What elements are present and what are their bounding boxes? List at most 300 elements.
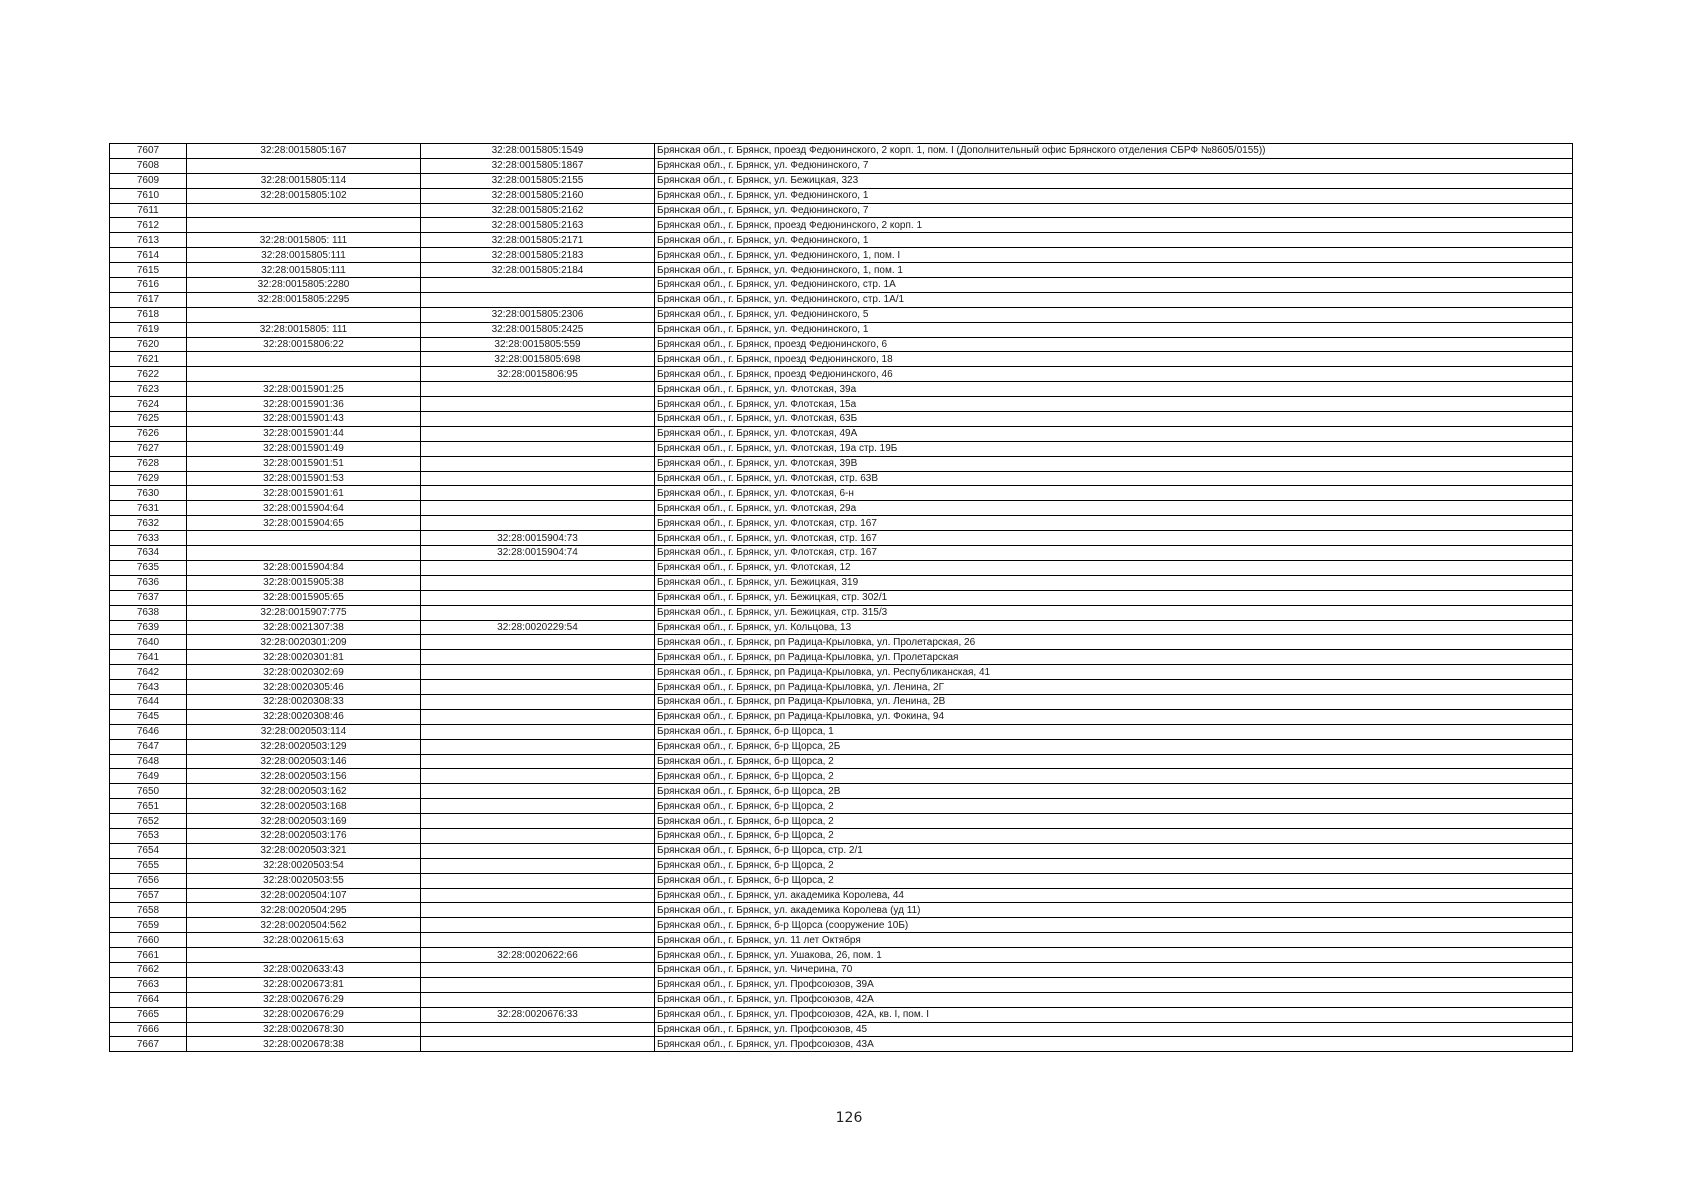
row-number-cell: 7608 xyxy=(110,158,187,173)
building-cadastral-number-cell xyxy=(421,873,655,888)
address-cell: Брянская обл., г. Брянск, ул. Бежицкая, 319 xyxy=(655,575,1573,590)
building-cadastral-number-cell xyxy=(421,605,655,620)
table-row xyxy=(110,918,1573,933)
building-cadastral-number-cell xyxy=(421,665,655,680)
building-cadastral-number-cell: 32:28:0015805:2425 xyxy=(421,322,655,337)
table-row xyxy=(110,531,1573,546)
table-row xyxy=(110,933,1573,948)
address-cell: Брянская обл., г. Брянск, ул. Федюнинского, стр. 1А xyxy=(655,278,1573,293)
row-number-cell: 7609 xyxy=(110,173,187,188)
land-cadastral-number-cell: 32:28:0020301:209 xyxy=(187,635,421,650)
row-number-cell: 7620 xyxy=(110,337,187,352)
address-cell: Брянская обл., г. Брянск, ул. Флотская, стр. 63В xyxy=(655,471,1573,486)
address-cell: Брянская обл., г. Брянск, ул. Федюнинского, 1 xyxy=(655,188,1573,203)
address-cell: Брянская обл., г. Брянск, б-р Щорса, 2 xyxy=(655,814,1573,829)
row-number-cell: 7634 xyxy=(110,546,187,561)
land-cadastral-number-cell: 32:28:0020633:43 xyxy=(187,962,421,977)
address-cell: Брянская обл., г. Брянск, ул. Флотская, стр. 167 xyxy=(655,546,1573,561)
building-cadastral-number-cell xyxy=(421,977,655,992)
table-row xyxy=(110,814,1573,829)
row-number-cell: 7622 xyxy=(110,367,187,382)
table-row xyxy=(110,843,1573,858)
address-cell: Брянская обл., г. Брянск, б-р Щорса, 2Б xyxy=(655,739,1573,754)
building-cadastral-number-cell: 32:28:0015805:2183 xyxy=(421,248,655,263)
land-cadastral-number-cell: 32:28:0020676:29 xyxy=(187,1007,421,1022)
table-row xyxy=(110,292,1573,307)
land-cadastral-number-cell: 32:28:0015901:49 xyxy=(187,441,421,456)
row-number-cell: 7662 xyxy=(110,962,187,977)
table-row xyxy=(110,948,1573,963)
table-row xyxy=(110,620,1573,635)
address-cell: Брянская обл., г. Брянск, ул. Кольцова, 13 xyxy=(655,620,1573,635)
land-cadastral-number-cell xyxy=(187,948,421,963)
row-number-cell: 7625 xyxy=(110,412,187,427)
land-cadastral-number-cell xyxy=(187,307,421,322)
land-cadastral-number-cell: 32:28:0015904:65 xyxy=(187,516,421,531)
land-cadastral-number-cell xyxy=(187,367,421,382)
address-cell: Брянская обл., г. Брянск, б-р Щорса, 2 xyxy=(655,769,1573,784)
building-cadastral-number-cell xyxy=(421,799,655,814)
address-cell: Брянская обл., г. Брянск, б-р Щорса, 2 xyxy=(655,828,1573,843)
address-cell: Брянская обл., г. Брянск, ул. академика Королева, 44 xyxy=(655,888,1573,903)
table-row xyxy=(110,977,1573,992)
building-cadastral-number-cell xyxy=(421,903,655,918)
table-row xyxy=(110,307,1573,322)
building-cadastral-number-cell xyxy=(421,382,655,397)
row-number-cell: 7660 xyxy=(110,933,187,948)
address-cell: Брянская обл., г. Брянск, б-р Щорса, 2 xyxy=(655,799,1573,814)
address-cell: Брянская обл., г. Брянск, проезд Федюнинского, 46 xyxy=(655,367,1573,382)
row-number-cell: 7665 xyxy=(110,1007,187,1022)
building-cadastral-number-cell: 32:28:0020229:54 xyxy=(421,620,655,635)
row-number-cell: 7664 xyxy=(110,992,187,1007)
building-cadastral-number-cell xyxy=(421,680,655,695)
land-cadastral-number-cell: 32:28:0015901:53 xyxy=(187,471,421,486)
address-cell: Брянская обл., г. Брянск, проезд Федюнинского, 18 xyxy=(655,352,1573,367)
row-number-cell: 7612 xyxy=(110,218,187,233)
table-row xyxy=(110,501,1573,516)
address-cell: Брянская обл., г. Брянск, проезд Федюнинского, 6 xyxy=(655,337,1573,352)
building-cadastral-number-cell: 32:28:0020676:33 xyxy=(421,1007,655,1022)
table-row xyxy=(110,799,1573,814)
address-cell: Брянская обл., г. Брянск, ул. Ушакова, 26, пом. 1 xyxy=(655,948,1573,963)
table-row xyxy=(110,962,1573,977)
land-cadastral-number-cell: 32:28:0020678:30 xyxy=(187,1022,421,1037)
address-cell: Брянская обл., г. Брянск, рп Радица-Крыловка, ул. Фокина, 94 xyxy=(655,709,1573,724)
row-number-cell: 7631 xyxy=(110,501,187,516)
building-cadastral-number-cell xyxy=(421,1037,655,1052)
land-cadastral-number-cell: 32:28:0020503:156 xyxy=(187,769,421,784)
land-cadastral-number-cell: 32:28:0015805:111 xyxy=(187,248,421,263)
address-cell: Брянская обл., г. Брянск, ул. Федюнинского, 7 xyxy=(655,203,1573,218)
building-cadastral-number-cell: 32:28:0015805:2171 xyxy=(421,233,655,248)
address-cell: Брянская обл., г. Брянск, рп Радица-Крыловка, ул. Пролетарская xyxy=(655,650,1573,665)
land-cadastral-number-cell: 32:28:0020308:33 xyxy=(187,694,421,709)
address-cell: Брянская обл., г. Брянск, ул. Бежицкая, стр. 302/1 xyxy=(655,590,1573,605)
building-cadastral-number-cell xyxy=(421,278,655,293)
address-cell: Брянская обл., г. Брянск, б-р Щорса, 2 xyxy=(655,858,1573,873)
address-cell: Брянская обл., г. Брянск, ул. Флотская, 29а xyxy=(655,501,1573,516)
address-cell: Брянская обл., г. Брянск, ул. Флотская, стр. 167 xyxy=(655,531,1573,546)
building-cadastral-number-cell xyxy=(421,962,655,977)
row-number-cell: 7613 xyxy=(110,233,187,248)
building-cadastral-number-cell xyxy=(421,724,655,739)
table-row xyxy=(110,784,1573,799)
row-number-cell: 7615 xyxy=(110,263,187,278)
address-cell: Брянская обл., г. Брянск, ул. академика Королева (уд 11) xyxy=(655,903,1573,918)
table-row xyxy=(110,1037,1573,1052)
table-row xyxy=(110,1022,1573,1037)
address-cell: Брянская обл., г. Брянск, ул. Федюнинского, 5 xyxy=(655,307,1573,322)
row-number-cell: 7635 xyxy=(110,560,187,575)
land-cadastral-number-cell: 32:28:0015901:43 xyxy=(187,412,421,427)
address-cell: Брянская обл., г. Брянск, ул. Профсоюзов, 42А, кв. I, пом. I xyxy=(655,1007,1573,1022)
land-cadastral-number-cell: 32:28:0015904:64 xyxy=(187,501,421,516)
land-cadastral-number-cell: 32:28:0020678:38 xyxy=(187,1037,421,1052)
land-cadastral-number-cell: 32:28:0020503:114 xyxy=(187,724,421,739)
building-cadastral-number-cell xyxy=(421,694,655,709)
address-cell: Брянская обл., г. Брянск, ул. Федюнинского, 1, пом. I xyxy=(655,248,1573,263)
land-cadastral-number-cell: 32:28:0015901:44 xyxy=(187,426,421,441)
row-number-cell: 7652 xyxy=(110,814,187,829)
row-number-cell: 7641 xyxy=(110,650,187,665)
address-cell: Брянская обл., г. Брянск, ул. Профсоюзов, 42А xyxy=(655,992,1573,1007)
table-row xyxy=(110,650,1573,665)
address-cell: Брянская обл., г. Брянск, ул. Флотская, 6-н xyxy=(655,486,1573,501)
land-cadastral-number-cell: 32:28:0020504:295 xyxy=(187,903,421,918)
address-cell: Брянская обл., г. Брянск, ул. Флотская, 63Б xyxy=(655,412,1573,427)
land-cadastral-number-cell: 32:28:0015901:36 xyxy=(187,397,421,412)
row-number-cell: 7645 xyxy=(110,709,187,724)
building-cadastral-number-cell: 32:28:0015805:1867 xyxy=(421,158,655,173)
row-number-cell: 7616 xyxy=(110,278,187,293)
table-row xyxy=(110,412,1573,427)
row-number-cell: 7632 xyxy=(110,516,187,531)
row-number-cell: 7639 xyxy=(110,620,187,635)
row-number-cell: 7610 xyxy=(110,188,187,203)
address-cell: Брянская обл., г. Брянск, рп Радица-Крыловка, ул. Республиканская, 41 xyxy=(655,665,1573,680)
address-cell: Брянская обл., г. Брянск, ул. Профсоюзов, 39А xyxy=(655,977,1573,992)
row-number-cell: 7614 xyxy=(110,248,187,263)
table-row xyxy=(110,352,1573,367)
row-number-cell: 7648 xyxy=(110,754,187,769)
land-cadastral-number-cell: 32:28:0020503:55 xyxy=(187,873,421,888)
address-cell: Брянская обл., г. Брянск, б-р Щорса, 2В xyxy=(655,784,1573,799)
land-cadastral-number-cell: 32:28:0020503:176 xyxy=(187,828,421,843)
row-number-cell: 7656 xyxy=(110,873,187,888)
registry-table-body xyxy=(110,144,1573,1052)
land-cadastral-number-cell: 32:28:0020503:162 xyxy=(187,784,421,799)
building-cadastral-number-cell xyxy=(421,650,655,665)
land-cadastral-number-cell: 32:28:0015805:102 xyxy=(187,188,421,203)
land-cadastral-number-cell: 32:28:0015905:65 xyxy=(187,590,421,605)
land-cadastral-number-cell: 32:28:0020504:107 xyxy=(187,888,421,903)
row-number-cell: 7659 xyxy=(110,918,187,933)
land-cadastral-number-cell: 32:28:0015901:25 xyxy=(187,382,421,397)
land-cadastral-number-cell: 32:28:0020673:81 xyxy=(187,977,421,992)
row-number-cell: 7636 xyxy=(110,575,187,590)
table-row xyxy=(110,188,1573,203)
address-cell: Брянская обл., г. Брянск, ул. Чичерина, 70 xyxy=(655,962,1573,977)
table-row xyxy=(110,635,1573,650)
building-cadastral-number-cell xyxy=(421,933,655,948)
table-row xyxy=(110,888,1573,903)
land-cadastral-number-cell: 32:28:0015904:84 xyxy=(187,560,421,575)
table-row xyxy=(110,233,1573,248)
address-cell: Брянская обл., г. Брянск, ул. Флотская, 39а xyxy=(655,382,1573,397)
land-cadastral-number-cell: 32:28:0015805:2295 xyxy=(187,292,421,307)
table-row xyxy=(110,426,1573,441)
row-number-cell: 7657 xyxy=(110,888,187,903)
address-cell: Брянская обл., г. Брянск, б-р Щорса, 2 xyxy=(655,873,1573,888)
land-cadastral-number-cell: 32:28:0020615:63 xyxy=(187,933,421,948)
page-number: 126 xyxy=(835,1110,863,1126)
table-row xyxy=(110,680,1573,695)
row-number-cell: 7637 xyxy=(110,590,187,605)
address-cell: Брянская обл., г. Брянск, б-р Щорса, 1 xyxy=(655,724,1573,739)
land-cadastral-number-cell: 32:28:0020301:81 xyxy=(187,650,421,665)
address-cell: Брянская обл., г. Брянск, ул. Флотская, 12 xyxy=(655,560,1573,575)
table-row xyxy=(110,248,1573,263)
building-cadastral-number-cell xyxy=(421,769,655,784)
table-row xyxy=(110,322,1573,337)
building-cadastral-number-cell xyxy=(421,1022,655,1037)
table-row xyxy=(110,456,1573,471)
row-number-cell: 7617 xyxy=(110,292,187,307)
row-number-cell: 7666 xyxy=(110,1022,187,1037)
land-cadastral-number-cell: 32:28:0015805:114 xyxy=(187,173,421,188)
row-number-cell: 7638 xyxy=(110,605,187,620)
land-cadastral-number-cell: 32:28:0015805: 111 xyxy=(187,322,421,337)
row-number-cell: 7633 xyxy=(110,531,187,546)
address-cell: Брянская обл., г. Брянск, ул. Федюнинского, 7 xyxy=(655,158,1573,173)
land-cadastral-number-cell: 32:28:0020305:46 xyxy=(187,680,421,695)
address-cell: Брянская обл., г. Брянск, ул. Флотская, 15а xyxy=(655,397,1573,412)
row-number-cell: 7628 xyxy=(110,456,187,471)
building-cadastral-number-cell xyxy=(421,516,655,531)
land-cadastral-number-cell xyxy=(187,203,421,218)
table-row xyxy=(110,665,1573,680)
building-cadastral-number-cell: 32:28:0015904:73 xyxy=(421,531,655,546)
row-number-cell: 7654 xyxy=(110,843,187,858)
address-cell: Брянская обл., г. Брянск, ул. Федюнинского, стр. 1А/1 xyxy=(655,292,1573,307)
table-row xyxy=(110,486,1573,501)
row-number-cell: 7646 xyxy=(110,724,187,739)
building-cadastral-number-cell xyxy=(421,709,655,724)
row-number-cell: 7624 xyxy=(110,397,187,412)
land-cadastral-number-cell: 32:28:0020504:562 xyxy=(187,918,421,933)
row-number-cell: 7611 xyxy=(110,203,187,218)
table-row xyxy=(110,724,1573,739)
table-row xyxy=(110,158,1573,173)
table-row xyxy=(110,397,1573,412)
table-row xyxy=(110,575,1573,590)
table-row xyxy=(110,218,1573,233)
table-row xyxy=(110,546,1573,561)
row-number-cell: 7627 xyxy=(110,441,187,456)
table-row xyxy=(110,337,1573,352)
building-cadastral-number-cell: 32:28:0015805:2184 xyxy=(421,263,655,278)
table-row xyxy=(110,1007,1573,1022)
table-row xyxy=(110,367,1573,382)
table-row xyxy=(110,441,1573,456)
address-cell: Брянская обл., г. Брянск, рп Радица-Крыловка, ул. Пролетарская, 26 xyxy=(655,635,1573,650)
land-cadastral-number-cell xyxy=(187,218,421,233)
land-cadastral-number-cell: 32:28:0020503:54 xyxy=(187,858,421,873)
property-registry-table xyxy=(109,143,1573,1052)
address-cell: Брянская обл., г. Брянск, ул. 11 лет Октября xyxy=(655,933,1573,948)
row-number-cell: 7653 xyxy=(110,828,187,843)
row-number-cell: 7623 xyxy=(110,382,187,397)
row-number-cell: 7663 xyxy=(110,977,187,992)
row-number-cell: 7630 xyxy=(110,486,187,501)
building-cadastral-number-cell xyxy=(421,471,655,486)
row-number-cell: 7621 xyxy=(110,352,187,367)
land-cadastral-number-cell xyxy=(187,546,421,561)
table-row xyxy=(110,516,1573,531)
building-cadastral-number-cell: 32:28:0015805:2162 xyxy=(421,203,655,218)
land-cadastral-number-cell xyxy=(187,352,421,367)
address-cell: Брянская обл., г. Брянск, ул. Бежицкая, стр. 315/3 xyxy=(655,605,1573,620)
building-cadastral-number-cell xyxy=(421,784,655,799)
table-row xyxy=(110,858,1573,873)
building-cadastral-number-cell xyxy=(421,739,655,754)
row-number-cell: 7650 xyxy=(110,784,187,799)
row-number-cell: 7619 xyxy=(110,322,187,337)
building-cadastral-number-cell xyxy=(421,888,655,903)
address-cell: Брянская обл., г. Брянск, ул. Бежицкая, 323 xyxy=(655,173,1573,188)
land-cadastral-number-cell: 32:28:0020503:129 xyxy=(187,739,421,754)
building-cadastral-number-cell xyxy=(421,828,655,843)
building-cadastral-number-cell xyxy=(421,441,655,456)
land-cadastral-number-cell: 32:28:0015805: 111 xyxy=(187,233,421,248)
building-cadastral-number-cell: 32:28:0020622:66 xyxy=(421,948,655,963)
address-cell: Брянская обл., г. Брянск, ул. Профсоюзов, 45 xyxy=(655,1022,1573,1037)
building-cadastral-number-cell xyxy=(421,814,655,829)
table-row xyxy=(110,144,1573,159)
land-cadastral-number-cell: 32:28:0015805:2280 xyxy=(187,278,421,293)
address-cell: Брянская обл., г. Брянск, ул. Флотская, 49А xyxy=(655,426,1573,441)
building-cadastral-number-cell xyxy=(421,397,655,412)
land-cadastral-number-cell: 32:28:0015907:775 xyxy=(187,605,421,620)
table-row xyxy=(110,873,1573,888)
address-cell: Брянская обл., г. Брянск, ул. Флотская, 19а стр. 19Б xyxy=(655,441,1573,456)
land-cadastral-number-cell: 32:28:0015905:38 xyxy=(187,575,421,590)
address-cell: Брянская обл., г. Брянск, рп Радица-Крыловка, ул. Ленина, 2Г xyxy=(655,680,1573,695)
row-number-cell: 7607 xyxy=(110,144,187,159)
table-row xyxy=(110,769,1573,784)
table-row xyxy=(110,590,1573,605)
land-cadastral-number-cell: 32:28:0015806:22 xyxy=(187,337,421,352)
table-row xyxy=(110,382,1573,397)
table-row xyxy=(110,605,1573,620)
land-cadastral-number-cell: 32:28:0020503:146 xyxy=(187,754,421,769)
row-number-cell: 7651 xyxy=(110,799,187,814)
table-row xyxy=(110,203,1573,218)
land-cadastral-number-cell: 32:28:0021307:38 xyxy=(187,620,421,635)
table-row xyxy=(110,560,1573,575)
address-cell: Брянская обл., г. Брянск, б-р Щорса, 2 xyxy=(655,754,1573,769)
building-cadastral-number-cell xyxy=(421,590,655,605)
building-cadastral-number-cell xyxy=(421,858,655,873)
table-row xyxy=(110,828,1573,843)
land-cadastral-number-cell: 32:28:0015901:61 xyxy=(187,486,421,501)
building-cadastral-number-cell: 32:28:0015904:74 xyxy=(421,546,655,561)
building-cadastral-number-cell xyxy=(421,456,655,471)
row-number-cell: 7640 xyxy=(110,635,187,650)
row-number-cell: 7618 xyxy=(110,307,187,322)
building-cadastral-number-cell xyxy=(421,992,655,1007)
table-row xyxy=(110,903,1573,918)
building-cadastral-number-cell xyxy=(421,560,655,575)
address-cell: Брянская обл., г. Брянск, проезд Федюнинского, 2 корп. 1, пом. I (Дополнительный офис Брянского отделения СБРФ №8605/0155)) xyxy=(655,144,1573,159)
building-cadastral-number-cell xyxy=(421,501,655,516)
table-row xyxy=(110,739,1573,754)
building-cadastral-number-cell xyxy=(421,292,655,307)
building-cadastral-number-cell: 32:28:0015805:698 xyxy=(421,352,655,367)
address-cell: Брянская обл., г. Брянск, б-р Щорса, стр. 2/1 xyxy=(655,843,1573,858)
address-cell: Брянская обл., г. Брянск, ул. Флотская, стр. 167 xyxy=(655,516,1573,531)
row-number-cell: 7643 xyxy=(110,680,187,695)
row-number-cell: 7647 xyxy=(110,739,187,754)
building-cadastral-number-cell: 32:28:0015805:2160 xyxy=(421,188,655,203)
table-row xyxy=(110,471,1573,486)
table-row xyxy=(110,173,1573,188)
table-row xyxy=(110,709,1573,724)
building-cadastral-number-cell xyxy=(421,635,655,650)
row-number-cell: 7667 xyxy=(110,1037,187,1052)
address-cell: Брянская обл., г. Брянск, ул. Профсоюзов, 43А xyxy=(655,1037,1573,1052)
land-cadastral-number-cell xyxy=(187,531,421,546)
building-cadastral-number-cell xyxy=(421,486,655,501)
building-cadastral-number-cell xyxy=(421,426,655,441)
land-cadastral-number-cell: 32:28:0015805:167 xyxy=(187,144,421,159)
building-cadastral-number-cell: 32:28:0015805:559 xyxy=(421,337,655,352)
table-row xyxy=(110,754,1573,769)
row-number-cell: 7658 xyxy=(110,903,187,918)
land-cadastral-number-cell: 32:28:0020503:321 xyxy=(187,843,421,858)
land-cadastral-number-cell: 32:28:0015805:111 xyxy=(187,263,421,278)
land-cadastral-number-cell: 32:28:0020308:46 xyxy=(187,709,421,724)
row-number-cell: 7644 xyxy=(110,694,187,709)
building-cadastral-number-cell xyxy=(421,575,655,590)
address-cell: Брянская обл., г. Брянск, б-р Щорса (сооружение 10Б) xyxy=(655,918,1573,933)
building-cadastral-number-cell: 32:28:0015805:2306 xyxy=(421,307,655,322)
row-number-cell: 7649 xyxy=(110,769,187,784)
address-cell: Брянская обл., г. Брянск, ул. Федюнинского, 1, пом. 1 xyxy=(655,263,1573,278)
building-cadastral-number-cell xyxy=(421,412,655,427)
land-cadastral-number-cell: 32:28:0020503:169 xyxy=(187,814,421,829)
building-cadastral-number-cell: 32:28:0015805:2163 xyxy=(421,218,655,233)
row-number-cell: 7655 xyxy=(110,858,187,873)
address-cell: Брянская обл., г. Брянск, ул. Федюнинского, 1 xyxy=(655,233,1573,248)
table-row xyxy=(110,694,1573,709)
building-cadastral-number-cell: 32:28:0015806:95 xyxy=(421,367,655,382)
table-row xyxy=(110,263,1573,278)
table-row xyxy=(110,992,1573,1007)
building-cadastral-number-cell: 32:28:0015805:2155 xyxy=(421,173,655,188)
building-cadastral-number-cell xyxy=(421,843,655,858)
land-cadastral-number-cell: 32:28:0020503:168 xyxy=(187,799,421,814)
row-number-cell: 7661 xyxy=(110,948,187,963)
table-row xyxy=(110,278,1573,293)
row-number-cell: 7629 xyxy=(110,471,187,486)
address-cell: Брянская обл., г. Брянск, ул. Флотская, 39В xyxy=(655,456,1573,471)
land-cadastral-number-cell: 32:28:0020676:29 xyxy=(187,992,421,1007)
building-cadastral-number-cell: 32:28:0015805:1549 xyxy=(421,144,655,159)
address-cell: Брянская обл., г. Брянск, проезд Федюнинского, 2 корп. 1 xyxy=(655,218,1573,233)
land-cadastral-number-cell xyxy=(187,158,421,173)
